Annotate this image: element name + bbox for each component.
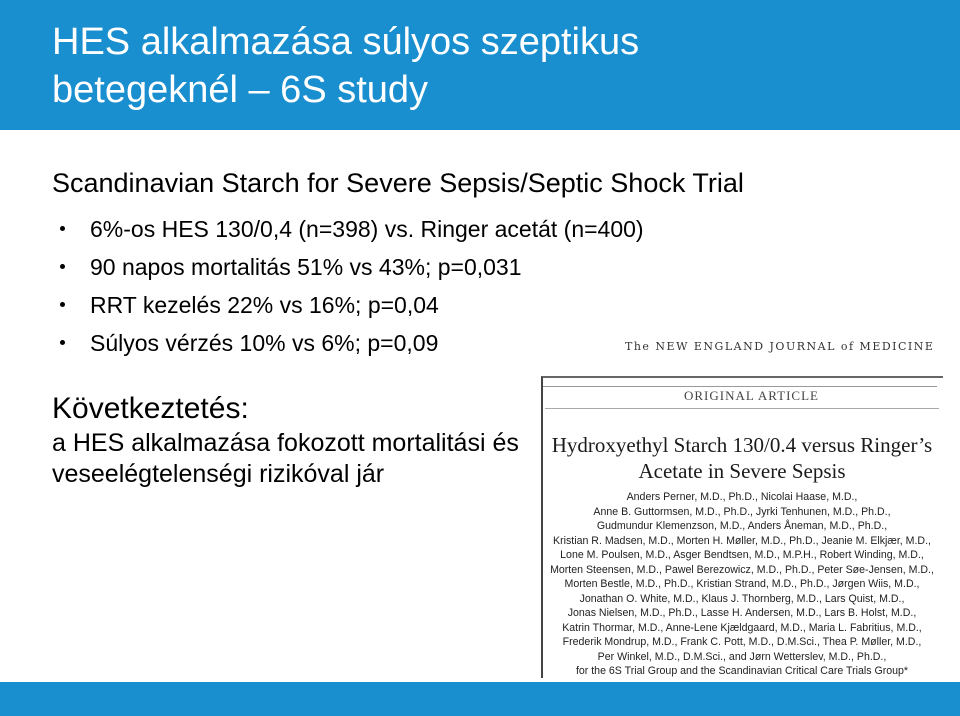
list-item-text: 6%-os HES 130/0,4 (n=398) vs. Ringer acetát (n=400) bbox=[90, 216, 644, 242]
article-divider bbox=[545, 408, 939, 409]
slide-title: HES alkalmazása súlyos szeptikus betegeknél – 6S study bbox=[52, 21, 640, 111]
title-bar bbox=[0, 0, 960, 130]
bullet-icon bbox=[60, 302, 65, 307]
article-type-label: ORIGINAL ARTICLE bbox=[684, 388, 819, 403]
bullet-icon bbox=[60, 340, 65, 345]
bottom-bar bbox=[0, 682, 960, 716]
findings-list bbox=[60, 210, 644, 362]
list-item bbox=[60, 324, 644, 362]
trial-name: Scandinavian Starch for Severe Sepsis/Septic Shock Trial bbox=[52, 168, 744, 198]
journal-name: The NEW ENGLAND JOURNAL of MEDICINE bbox=[625, 340, 935, 353]
article-authors: Anders Perner, M.D., Ph.D., Nicolai Haase, M.D., Anne B. Guttormsen, M.D., Ph.D., Jyrki Tenhunen, M.D., Ph.D., Gudmundur Klemenzson, M.D., Anders Åneman, M.D., Ph.D., Kristian R. Madsen, M.D., Morten H. Møller, M.D., Ph.D., Jeanie M. Elkjær, M.D., Lone M. Poulsen, M.D., Asger Bendtsen, M.D., M.P.H., Robert Winding, M.D., Morten Steensen, M.D., Pawel Berezowicz, M.D., Ph.D., Peter Søe-Jensen, M.D., Morten Bestle, M.D., Ph.D., Kristian Strand, M.D., Ph.D., Jørgen Wiis, M.D., Jonathan O. White, M.D., Klaus J. Thornberg, M.D., Lars Quist, M.D., Jonas Nielsen, M.D., Ph.D., Lasse H. Andersen, M.D., Lars B. Holst, M.D., Katrin Thormar, M.D., Anne-Lene Kjældgaard, M.D., Maria L. Fabritius, M.D., Frederik Mondrup, M.D., Frank C. Pott, M.D., D.M.Sci., Thea P. Møller, M.D., Per Winkel, M.D., D.M.Sci., and Jørn Wetterslev, M.D., Ph.D., for the 6S Trial Group and the Scandinavian Critical Care Trials Group* bbox=[550, 491, 934, 677]
list-item bbox=[60, 286, 644, 324]
conclusion-text: a HES alkalmazása fokozott mortalitási és veseelégtelenségi rizikóval jár bbox=[52, 429, 519, 488]
bullet-icon bbox=[60, 264, 65, 269]
list-item bbox=[60, 248, 644, 286]
list-item-text: 90 napos mortalitás 51% vs 43%; p=0,031 bbox=[90, 254, 522, 280]
bullet-icon bbox=[60, 226, 65, 231]
article-title: Hydroxyethyl Starch 130/0.4 versus Ringer’s Acetate in Severe Sepsis bbox=[551, 433, 933, 483]
list-item bbox=[60, 210, 644, 248]
conclusion-heading: Következtetés: bbox=[52, 392, 249, 425]
list-item-text: Súlyos vérzés 10% vs 6%; p=0,09 bbox=[90, 330, 439, 356]
frame-rule bbox=[543, 386, 937, 387]
list-item-text: RRT kezelés 22% vs 16%; p=0,04 bbox=[90, 292, 439, 318]
